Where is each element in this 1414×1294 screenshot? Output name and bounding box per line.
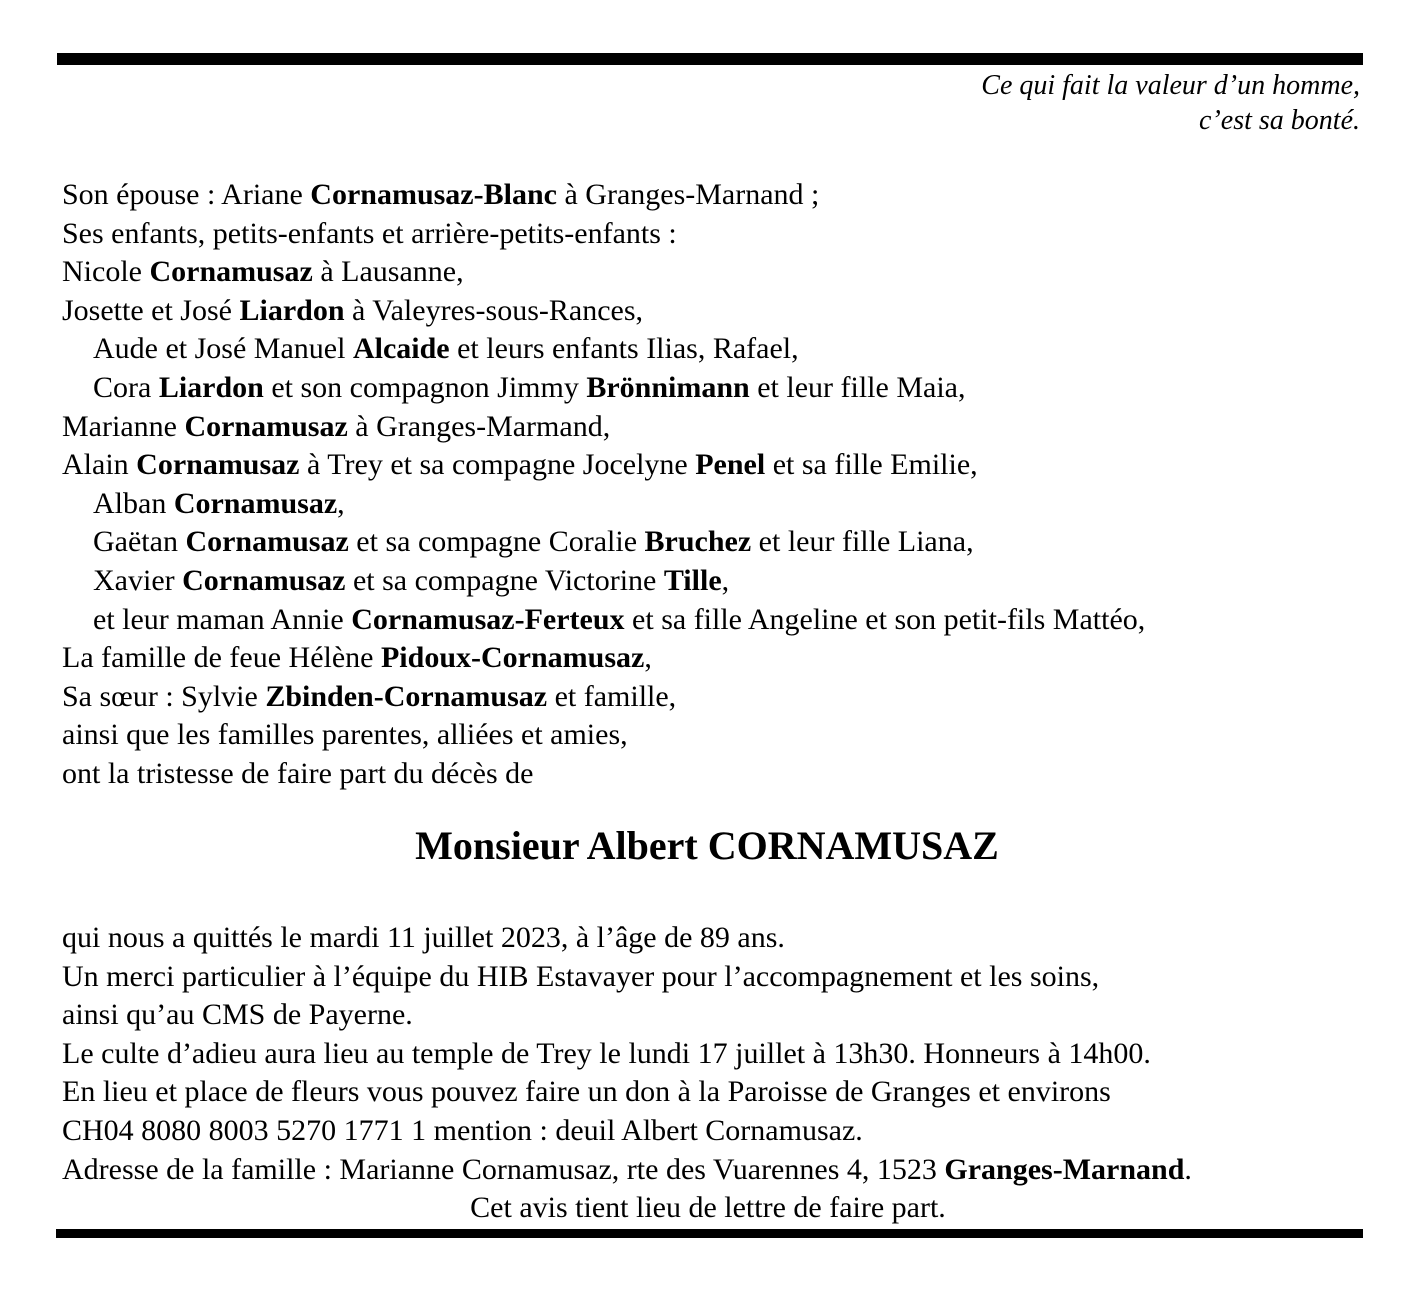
- family-line: Son épouse : Ariane Cornamusaz-Blanc à Granges-Marnand ;: [62, 178, 820, 211]
- details-line: ainsi qu’au CMS de Payerne.: [62, 998, 413, 1032]
- details-line: Un merci particulier à l’équipe du HIB Estavayer pour l’accompagnement et les soins,: [62, 959, 1100, 993]
- family-line: ont la tristesse de faire part du décès de: [62, 756, 534, 790]
- family-line: Sa sœur : Sylvie Zbinden-Cornamusaz et famille,: [62, 679, 677, 713]
- top-rule: [57, 53, 1363, 65]
- details-line: Le culte d’adieu aura lieu au temple de Trey le lundi 17 juillet à 13h30. Honneurs à 14h00.: [62, 1036, 1151, 1070]
- family-line: Nicole Cornamusaz à Lausanne,: [62, 255, 464, 289]
- family-line: Alban Cornamusaz,: [93, 486, 345, 520]
- family-line: Cora Liardon et son compagnon Jimmy Brönnimann et leur fille Maia,: [93, 370, 966, 404]
- details-line: qui nous a quittés le mardi 11 juillet 2023, à l’âge de 89 ans.: [62, 921, 785, 954]
- family-line: Gaëtan Cornamusaz et sa compagne Coralie Bruchez et leur fille Liana,: [93, 525, 974, 559]
- epigraph-line-1: Ce qui fait la valeur d’un homme,: [981, 70, 1360, 101]
- family-list: [62, 176, 1377, 794]
- closing-line: Cet avis tient lieu de lettre de faire part.: [470, 1191, 946, 1225]
- family-line: La famille de feue Hélène Pidoux-Cornamusaz,: [62, 641, 652, 675]
- epigraph: [981, 68, 1360, 138]
- family-line: ainsi que les familles parentes, alliées et amies,: [62, 718, 628, 752]
- family-line: Xavier Cornamusaz et sa compagne Victorine Tille,: [93, 563, 730, 597]
- family-line: Josette et José Liardon à Valeyres-sous-Rances,: [62, 293, 644, 327]
- family-line: et leur maman Annie Cornamusaz-Ferteux et sa fille Angeline et son petit-fils Mattéo,: [93, 602, 1146, 636]
- details-line: En lieu et place de fleurs vous pouvez faire un don à la Paroisse de Granges et environs: [62, 1075, 1111, 1109]
- details-line: Adresse de la famille : Marianne Cornamusaz, rte des Vuarennes 4, 1523 Granges-Marnand.: [62, 1152, 1192, 1186]
- epigraph-line-2: c’est sa bonté.: [1199, 105, 1360, 136]
- family-line: Aude et José Manuel Alcaide et leurs enfants Ilias, Rafael,: [93, 332, 799, 366]
- details-block: [62, 919, 1354, 1228]
- family-line: Alain Cornamusaz à Trey et sa compagne Jocelyne Penel et sa fille Emilie,: [62, 448, 978, 482]
- bottom-rule: [56, 1229, 1363, 1238]
- details-line: CH04 8080 8003 5270 1771 1 mention : deuil Albert Cornamusaz.: [62, 1113, 863, 1147]
- deceased-name: Monsieur Albert CORNAMUSAZ: [415, 823, 999, 868]
- family-line: Ses enfants, petits-enfants et arrière-petits-enfants :: [62, 216, 677, 250]
- family-line: Marianne Cornamusaz à Granges-Marmand,: [62, 409, 611, 443]
